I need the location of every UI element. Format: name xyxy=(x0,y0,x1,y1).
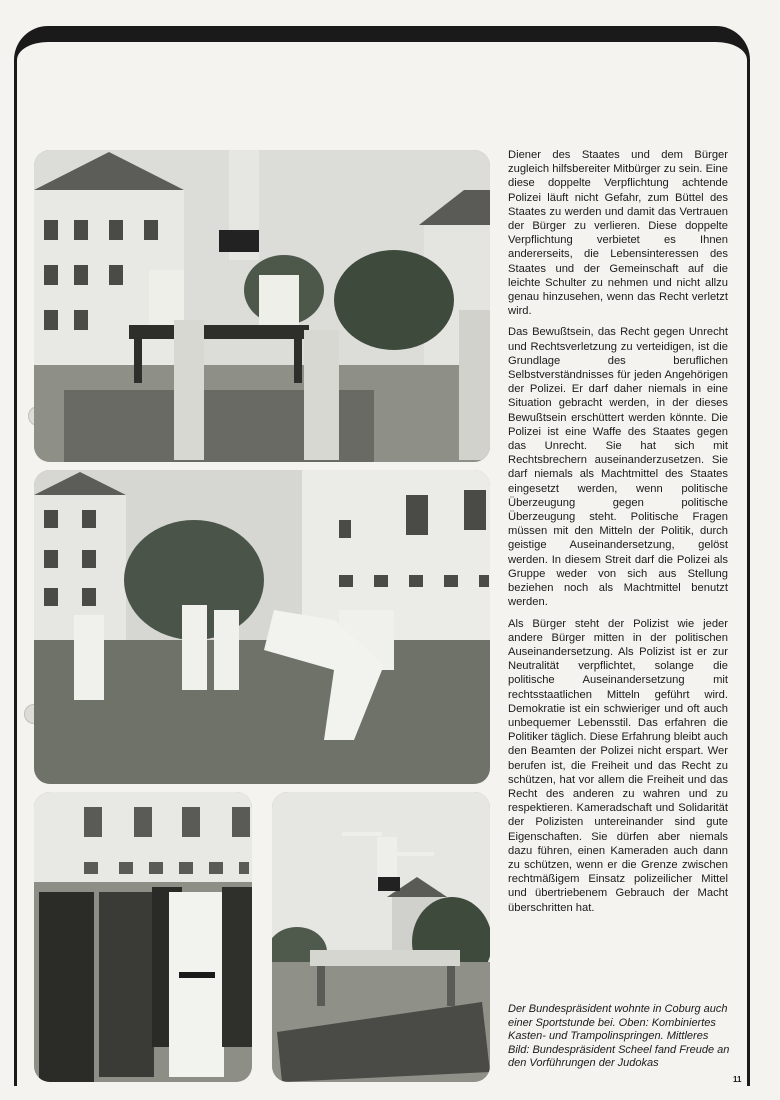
article-paragraph: Diener des Staates und dem Bürger zugleich hilfsbereiter Mitbürger zu sein. Eine diese doppelte Verpflichtung achtende Polizei läuft nicht Gefahr, zum Büttel des Staates zu werden und damit das Vertrauen der Bürger zu verlieren. Diese doppelte Verpflichtung verbietet es Ihnen andererseits, die Lebensinteressen des Staates und der Gemeinschaft auf die leichte Schulter zu nehmen und nicht allzu genau hinzusehen, wenn das Recht verletzt wird. xyxy=(508,149,728,318)
caption-text: Der Bundespräsident wohnte in Coburg auch einer Sportstunde bei. Oben: Kombiniertes Kasten- und Trampolinspringen. Mittleres Bild: Bundespräsident Scheel fand Freude an den Vorführungen der Judokas xyxy=(508,1003,730,1070)
photo-judo xyxy=(34,470,490,784)
article-text xyxy=(508,148,728,922)
photo-caption xyxy=(508,1003,730,1071)
photo-gymnastics xyxy=(34,150,490,462)
photo-president-officers xyxy=(34,792,252,1082)
article-paragraph: Das Bewußtsein, das Recht gegen Unrecht und Rechtsverletzung zu verteidigen, ist die Grundlage des beruflichen Selbstverständnisses für jeden Angehörigen der Polizei. Er darf daher niemals in eine Situation gebracht werden, in der dieses Bewußtsein erschüttert werden könnte. Die Polizei ist eine Waffe des Staates gegen das Unrecht. Sie hat sich mit Rechtsbrechern auseinanderzusetzen. Sie darf niemals als Machtmittel des Staates eingesetzt werden, wenn politische Überzeugung gegen politische Überzeugung steht. Politische Fragen müssen mit den Mitteln der Politik, durch geistige Auseinandersetzung, gelöst werden. In diesem Streit darf die Polizei als Gruppe weder von sich aus Stellung beziehen noch als Machtmittel benutzt werden. xyxy=(508,326,728,609)
page-number: 11 xyxy=(733,1075,742,1084)
photo-trampoline xyxy=(272,792,490,1082)
article-paragraph: Als Bürger steht der Polizist wie jeder andere Bürger mitten in der politischen Auseinandersetzung. Als Polizist ist er zur Neutralität verpflichtet, solange die politische Auseinandersetzung mit rechtsstaatlichen Mitteln geführt wird. Demokratie ist ein schwieriger und oft auch unbequemer Lebensstil. Das erfahren die Politiker täglich. Diese Erfahrung bleibt auch den Beamten der Polizei nicht erspart. Wer berufen ist, die Freiheit und das Recht zu schützen, hat vor allem die Freiheit und das Recht des anderen zu wahren und zu respektieren. Kameradschaft und Solidarität der Polizisten untereinander sind gute Eigenschaften. Sie dürfen aber niemals dazu führen, einen Kameraden auch dann zu schützen, wenn er die Grenze zwischen rechtmäßigem Einsatz polizeilicher Mittel und übertriebenem Gebrauch der Macht überschritten hat. xyxy=(508,617,728,914)
